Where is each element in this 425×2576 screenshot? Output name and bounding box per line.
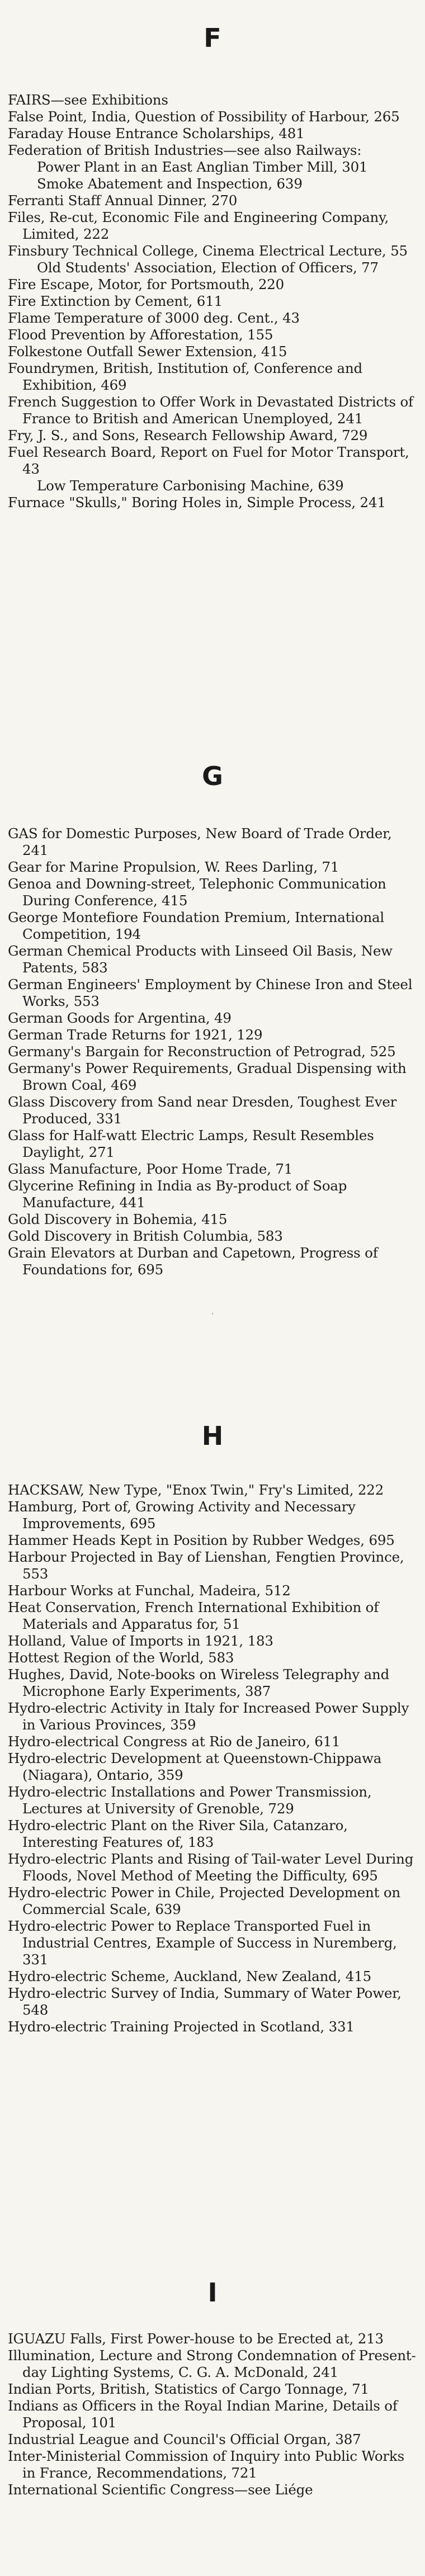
index-entry: Hughes, David, Note-books on Wireless Telegraphy and Microphone Early Experiments, 387	[8, 1666, 390, 1699]
section-f	[8, 22, 417, 511]
index-entry: Hammer Heads Kept in Position by Rubber Wedges, 695	[8, 1532, 395, 1548]
index-subentry: Low Temperature Carbonising Machine, 639	[37, 478, 344, 494]
section-h	[8, 1420, 417, 2035]
index-entry: Heat Conservation, French International Exhibition of Materials and Apparatus for, 51	[8, 1599, 379, 1632]
index-entry: Gear for Marine Propulsion, W. Rees Darling, 71	[8, 859, 339, 875]
index-entry: Illumination, Lecture and Strong Condemnation of Present-day Lighting Systems, C. G. A. McDonald, 241	[8, 2347, 416, 2380]
section-g	[8, 760, 417, 1278]
index-entry: Gold Discovery in British Columbia, 583	[8, 1228, 283, 1244]
index-entry: IGUAZU Falls, First Power-house to be Erected at, 213	[8, 2331, 384, 2347]
index-entry: Hydro-electric Power in Chile, Projected Development on Commercial Scale, 639	[8, 1884, 400, 1917]
index-entry: Indians as Officers in the Royal Indian Marine, Details of Proposal, 101	[8, 2398, 398, 2431]
index-entry: Hydro-electric Survey of India, Summary of Water Power, 548	[8, 1985, 402, 2018]
index-entry: Industrial League and Council's Official Organ, 387	[8, 2431, 361, 2447]
index-entry: Hydro-electric Scheme, Auckland, New Zealand, 415	[8, 1968, 371, 1984]
index-entry: Genoa and Downing-street, Telephonic Communication During Conference, 415	[8, 876, 386, 909]
index-entry: Hydro-electric Activity in Italy for Increased Power Supply in Various Provinces, 359	[8, 1700, 409, 1733]
index-entry: Ferranti Staff Annual Dinner, 270	[8, 192, 238, 209]
index-entry: Furnace "Skulls," Boring Holes in, Simple Process, 241	[8, 494, 386, 511]
section-i	[8, 2277, 417, 2498]
index-entry: Hydro-electric Power to Replace Transported Fuel in Industrial Centres, Example of Success in Nuremberg, 331	[8, 1918, 397, 1968]
index-entry: Hamburg, Port of, Growing Activity and Necessary Improvements, 695	[8, 1499, 356, 1532]
index-entry: German Chemical Products with Linseed Oil Basis, New Patents, 583	[8, 943, 393, 976]
index-entry: Indian Ports, British, Statistics of Cargo Tonnage, 71	[8, 2381, 369, 2397]
index-entry: Gold Discovery in Bohemia, 415	[8, 1211, 228, 1227]
index-entry: Harbour Projected in Bay of Lienshan, Fengtien Province, 553	[8, 1549, 404, 1582]
index-entry: German Trade Returns for 1921, 129	[8, 1027, 263, 1043]
section-letter-i: I	[207, 2277, 218, 2308]
index-entry: Hydro-electric Plant on the River Sila, Catanzaro, Interesting Features of, 183	[8, 1817, 348, 1850]
index-entry: Hydro-electrical Congress at Rio de Janeiro, 611	[8, 1733, 341, 1750]
index-entry: Inter-Ministerial Commission of Inquiry into Public Works in France, Recommendations, 721	[8, 2448, 404, 2481]
index-entry: Harbour Works at Funchal, Madeira, 512	[8, 1582, 291, 1599]
index-entry: Fire Escape, Motor, for Portsmouth, 220	[8, 276, 285, 292]
index-entry: Germany's Power Requirements, Gradual Dispensing with Brown Coal, 469	[8, 1060, 407, 1093]
section-i-entries	[8, 2331, 417, 2498]
index-entry: FAIRS—see Exhibitions	[8, 92, 168, 108]
index-entry: Files, Re-cut, Economic File and Engineering Company, Limited, 222	[8, 209, 389, 242]
index-subentry: Power Plant in an East Anglian Timber Mill, 301	[37, 159, 368, 175]
index-entry: Foundrymen, British, Institution of, Conference and Exhibition, 469	[8, 360, 363, 393]
index-entry: George Montefiore Foundation Premium, International Competition, 194	[8, 909, 385, 942]
index-entry: German Engineers' Employment by Chinese Iron and Steel Works, 553	[8, 976, 413, 1009]
index-entry: Fire Extinction by Cement, 611	[8, 293, 223, 309]
index-entry: Fuel Research Board, Report on Fuel for Motor Transport, 43	[8, 444, 409, 477]
index-entry: Finsbury Technical College, Cinema Electrical Lecture, 55	[8, 243, 408, 259]
section-letter-g: G	[202, 761, 223, 791]
index-entry: Flame Temperature of 3000 deg. Cent., 43	[8, 310, 300, 326]
index-entry: Fry, J. S., and Sons, Research Fellowship Award, 729	[8, 427, 368, 443]
index-entry: Federation of British Industries—see also Railways:	[8, 142, 362, 158]
index-entry: Glass Manufacture, Poor Home Trade, 71	[8, 1161, 293, 1177]
index-entry: False Point, India, Question of Possibility of Harbour, 265	[8, 108, 400, 125]
index-entry: French Suggestion to Offer Work in Devastated Districts of France to British and American Unemployed, 241	[8, 394, 413, 427]
index-entry: Hydro-electric Installations and Power Transmission, Lectures at University of Grenoble, 729	[8, 1784, 372, 1817]
index-entry: Hydro-electric Plants and Rising of Tail-water Level During Floods, Novel Method of Meeting the Difficulty, 695	[8, 1851, 414, 1884]
index-subentry: Old Students' Association, Election of Officers, 77	[37, 259, 379, 276]
section-g-entries	[8, 825, 417, 1278]
index-entry: Grain Elevators at Durban and Capetown, Progress of Foundations for, 695	[8, 1245, 378, 1278]
ink-speck: ·	[211, 1308, 214, 1319]
index-entry: HACKSAW, New Type, "Enox Twin," Fry's Limited, 222	[8, 1482, 384, 1498]
index-entry: Hydro-electric Training Projected in Scotland, 331	[8, 2019, 355, 2035]
section-h-entries	[8, 1482, 417, 2035]
section-f-entries	[8, 92, 417, 511]
index-entry: Germany's Bargain for Reconstruction of Petrograd, 525	[8, 1043, 396, 1060]
index-entry: GAS for Domestic Purposes, New Board of Trade Order, 241	[8, 825, 392, 858]
index-entry: Flood Prevention by Afforestation, 155	[8, 327, 273, 343]
section-letter-h: H	[201, 1421, 224, 1451]
index-subentry: Smoke Abatement and Inspection, 639	[37, 176, 303, 192]
index-entry: German Goods for Argentina, 49	[8, 1010, 232, 1026]
index-entry: Hottest Region of the World, 583	[8, 1649, 234, 1666]
index-entry: Glass Discovery from Sand near Dresden, Toughest Ever Produced, 331	[8, 1094, 397, 1127]
section-letter-f: F	[204, 23, 221, 53]
index-entry: Holland, Value of Imports in 1921, 183	[8, 1633, 273, 1649]
index-entry: Glycerine Refining in India as By-product of Soap Manufacture, 441	[8, 1178, 347, 1211]
index-entry: Folkestone Outfall Sewer Extension, 415	[8, 343, 287, 360]
index-entry: International Scientific Congress—see Liége	[8, 2482, 313, 2498]
index-entry: Glass for Half-watt Electric Lamps, Result Resembles Daylight, 271	[8, 1127, 374, 1160]
index-entry: Hydro-electric Development at Queenstown-Chippawa (Niagara), Ontario, 359	[8, 1750, 382, 1783]
index-entry: Faraday House Entrance Scholarships, 481	[8, 125, 305, 141]
